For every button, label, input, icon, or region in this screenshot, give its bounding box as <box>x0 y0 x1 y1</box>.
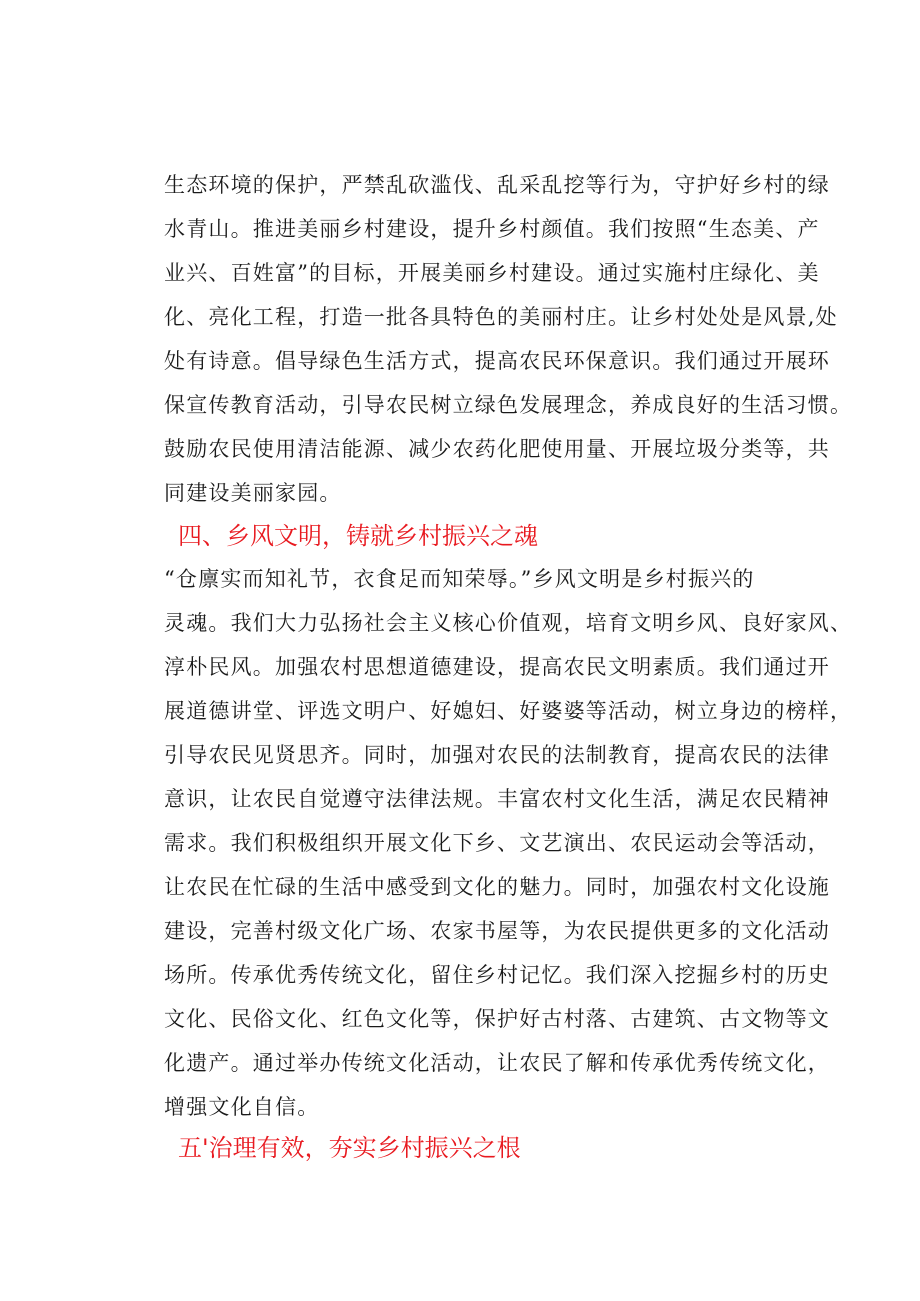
paragraph-line: 水青山。推进美丽乡村建设，提升乡村颜值。我们按照“生态美、产 <box>164 217 820 241</box>
paragraph-line: 意识，让农民自觉遵守法律法规。丰富农村文化生活，满足农民精神 <box>164 787 830 811</box>
paragraph-line: 生态环境的保护，严禁乱砍滥伐、乱采乱挖等行为，守护好乡村的绿 <box>164 173 830 197</box>
paragraph-line: 同建设美丽家园。 <box>164 481 342 505</box>
section-heading-4: 四、乡风文明，铸就乡村振兴之魂 <box>178 522 538 550</box>
paragraph-line: 业兴、百姓富”的目标，开展美丽乡村建设。通过实施村庄绿化、美 <box>164 261 820 285</box>
paragraph-line: 处有诗意。倡导绿色生活方式，提高农民环保意识。我们通过开展环 <box>164 349 830 373</box>
paragraph-line: 需求。我们积极组织开展文化下乡、文艺演出、农民运动会等活动， <box>164 831 830 855</box>
section-heading-5: 五'治理有效，夯实乡村振兴之根 <box>178 1134 521 1162</box>
paragraph-line: 建设，完善村级文化广场、农家书屋等，为农民提供更多的文化活动 <box>164 919 830 943</box>
paragraph-line: 灵魂。我们大力弘扬社会主义核心价值观，培育文明乡风、良好家风、 <box>164 611 853 635</box>
paragraph-line: 鼓励农民使用清洁能源、减少农药化肥使用量、开展垃圾分类等，共 <box>164 437 830 461</box>
paragraph-line: 文化、民俗文化、红色文化等，保护好古村落、古建筑、古文物等文 <box>164 1007 830 1031</box>
paragraph-line: 淳朴民风。加强农村思想道德建设，提高农民文明素质。我们通过开 <box>164 655 830 679</box>
paragraph-line: 增强文化自信。 <box>164 1095 320 1119</box>
paragraph-line: 展道德讲堂、评选文明户、好媳妇、好婆婆等活动，树立身边的榜样， <box>164 699 853 723</box>
paragraph-line: 场所。传承优秀传统文化，留住乡村记忆。我们深入挖掘乡村的历史 <box>164 963 830 987</box>
paragraph-line: 化遗产。通过举办传统文化活动，让农民了解和传承优秀传统文化， <box>164 1051 830 1075</box>
paragraph-line: 化、亮化工程，打造一批各具特色的美丽村庄。让乡村处处是风景,处 <box>164 305 838 329</box>
paragraph-line: 保宣传教育活动，引导农民树立绿色发展理念，养成良好的生活习惯。 <box>164 393 853 417</box>
paragraph-line: “仓廪实而知礼节，衣食足而知荣辱。”乡风文明是乡村振兴的 <box>164 567 755 591</box>
paragraph-line: 引导农民见贤思齐。同时，加强对农民的法制教育，提高农民的法律 <box>164 743 830 767</box>
paragraph-line: 让农民在忙碌的生活中感受到文化的魅力。同时，加强农村文化设施 <box>164 875 830 899</box>
